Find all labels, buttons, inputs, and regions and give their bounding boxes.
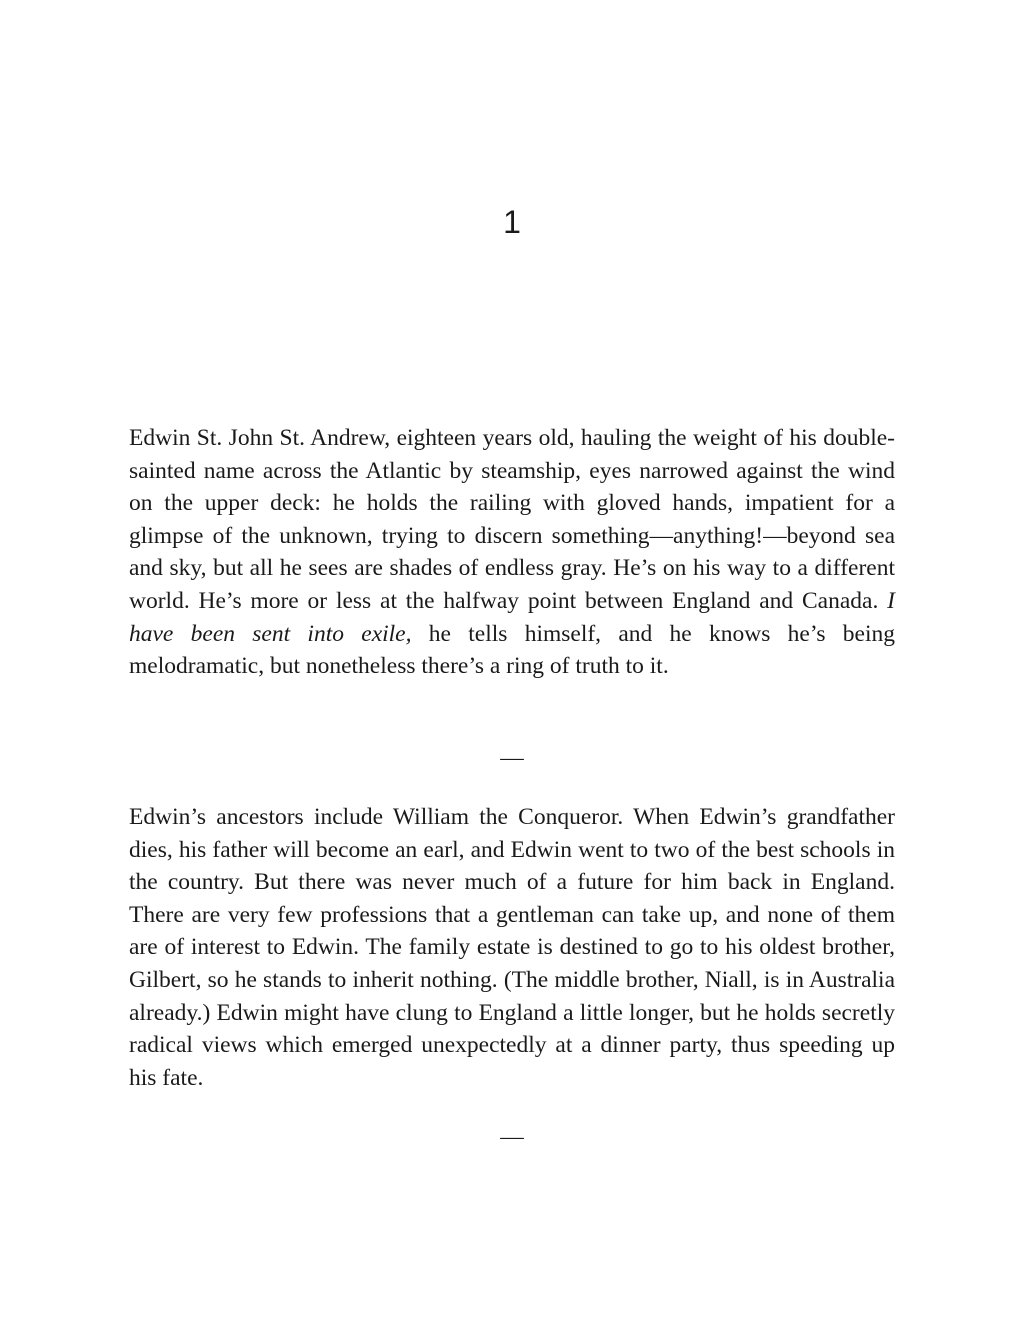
paragraph-2: Edwin’s ancestors include William the Conqueror. When Edwin’s grandfather dies, his father will become an earl, and Edwin went to two of the best schools in the country. But there was never much of a future for him back in England. There are very few professions that a gentleman can take up, and none of them are of interest to Edwin. The family estate is destined to go to his oldest brother, Gilbert, so he stands to inherit nothing. (The middle brother, Niall, is in Australia already.) Edwin might have clung to England a little longer, but he holds secretly radical views which emerged unexpectedly at a dinner party, thus speeding up his fate. [129, 804, 895, 1091]
paragraph-1-text-after: he tells himself, and he knows he’s being melodramatic, but nonetheless there’s a ring of truth to it. [129, 620, 896, 680]
chapter-number: 1 [503, 204, 521, 240]
paragraph-1-italic-thought: I have been sent into exile, [129, 587, 895, 647]
paragraph-1 [129, 422, 895, 683]
section-separator-2: — [500, 1124, 524, 1150]
paragraph-1-text-before: Edwin St. John St. Andrew, eighteen years old, hauling the weight of his double-sainted name across the Atlantic by steamship, eyes narrowed against the wind on the upper deck: he holds the railing with gloved hands, impatient for a glimpse of the unknown, trying to discern something—anything!—beyond sea and sky, but all he sees are shades of endless gray. He’s on his way to a different world. He’s more or less at the halfway point between England and Canada. [129, 425, 895, 614]
section-separator-1: — [500, 745, 524, 771]
